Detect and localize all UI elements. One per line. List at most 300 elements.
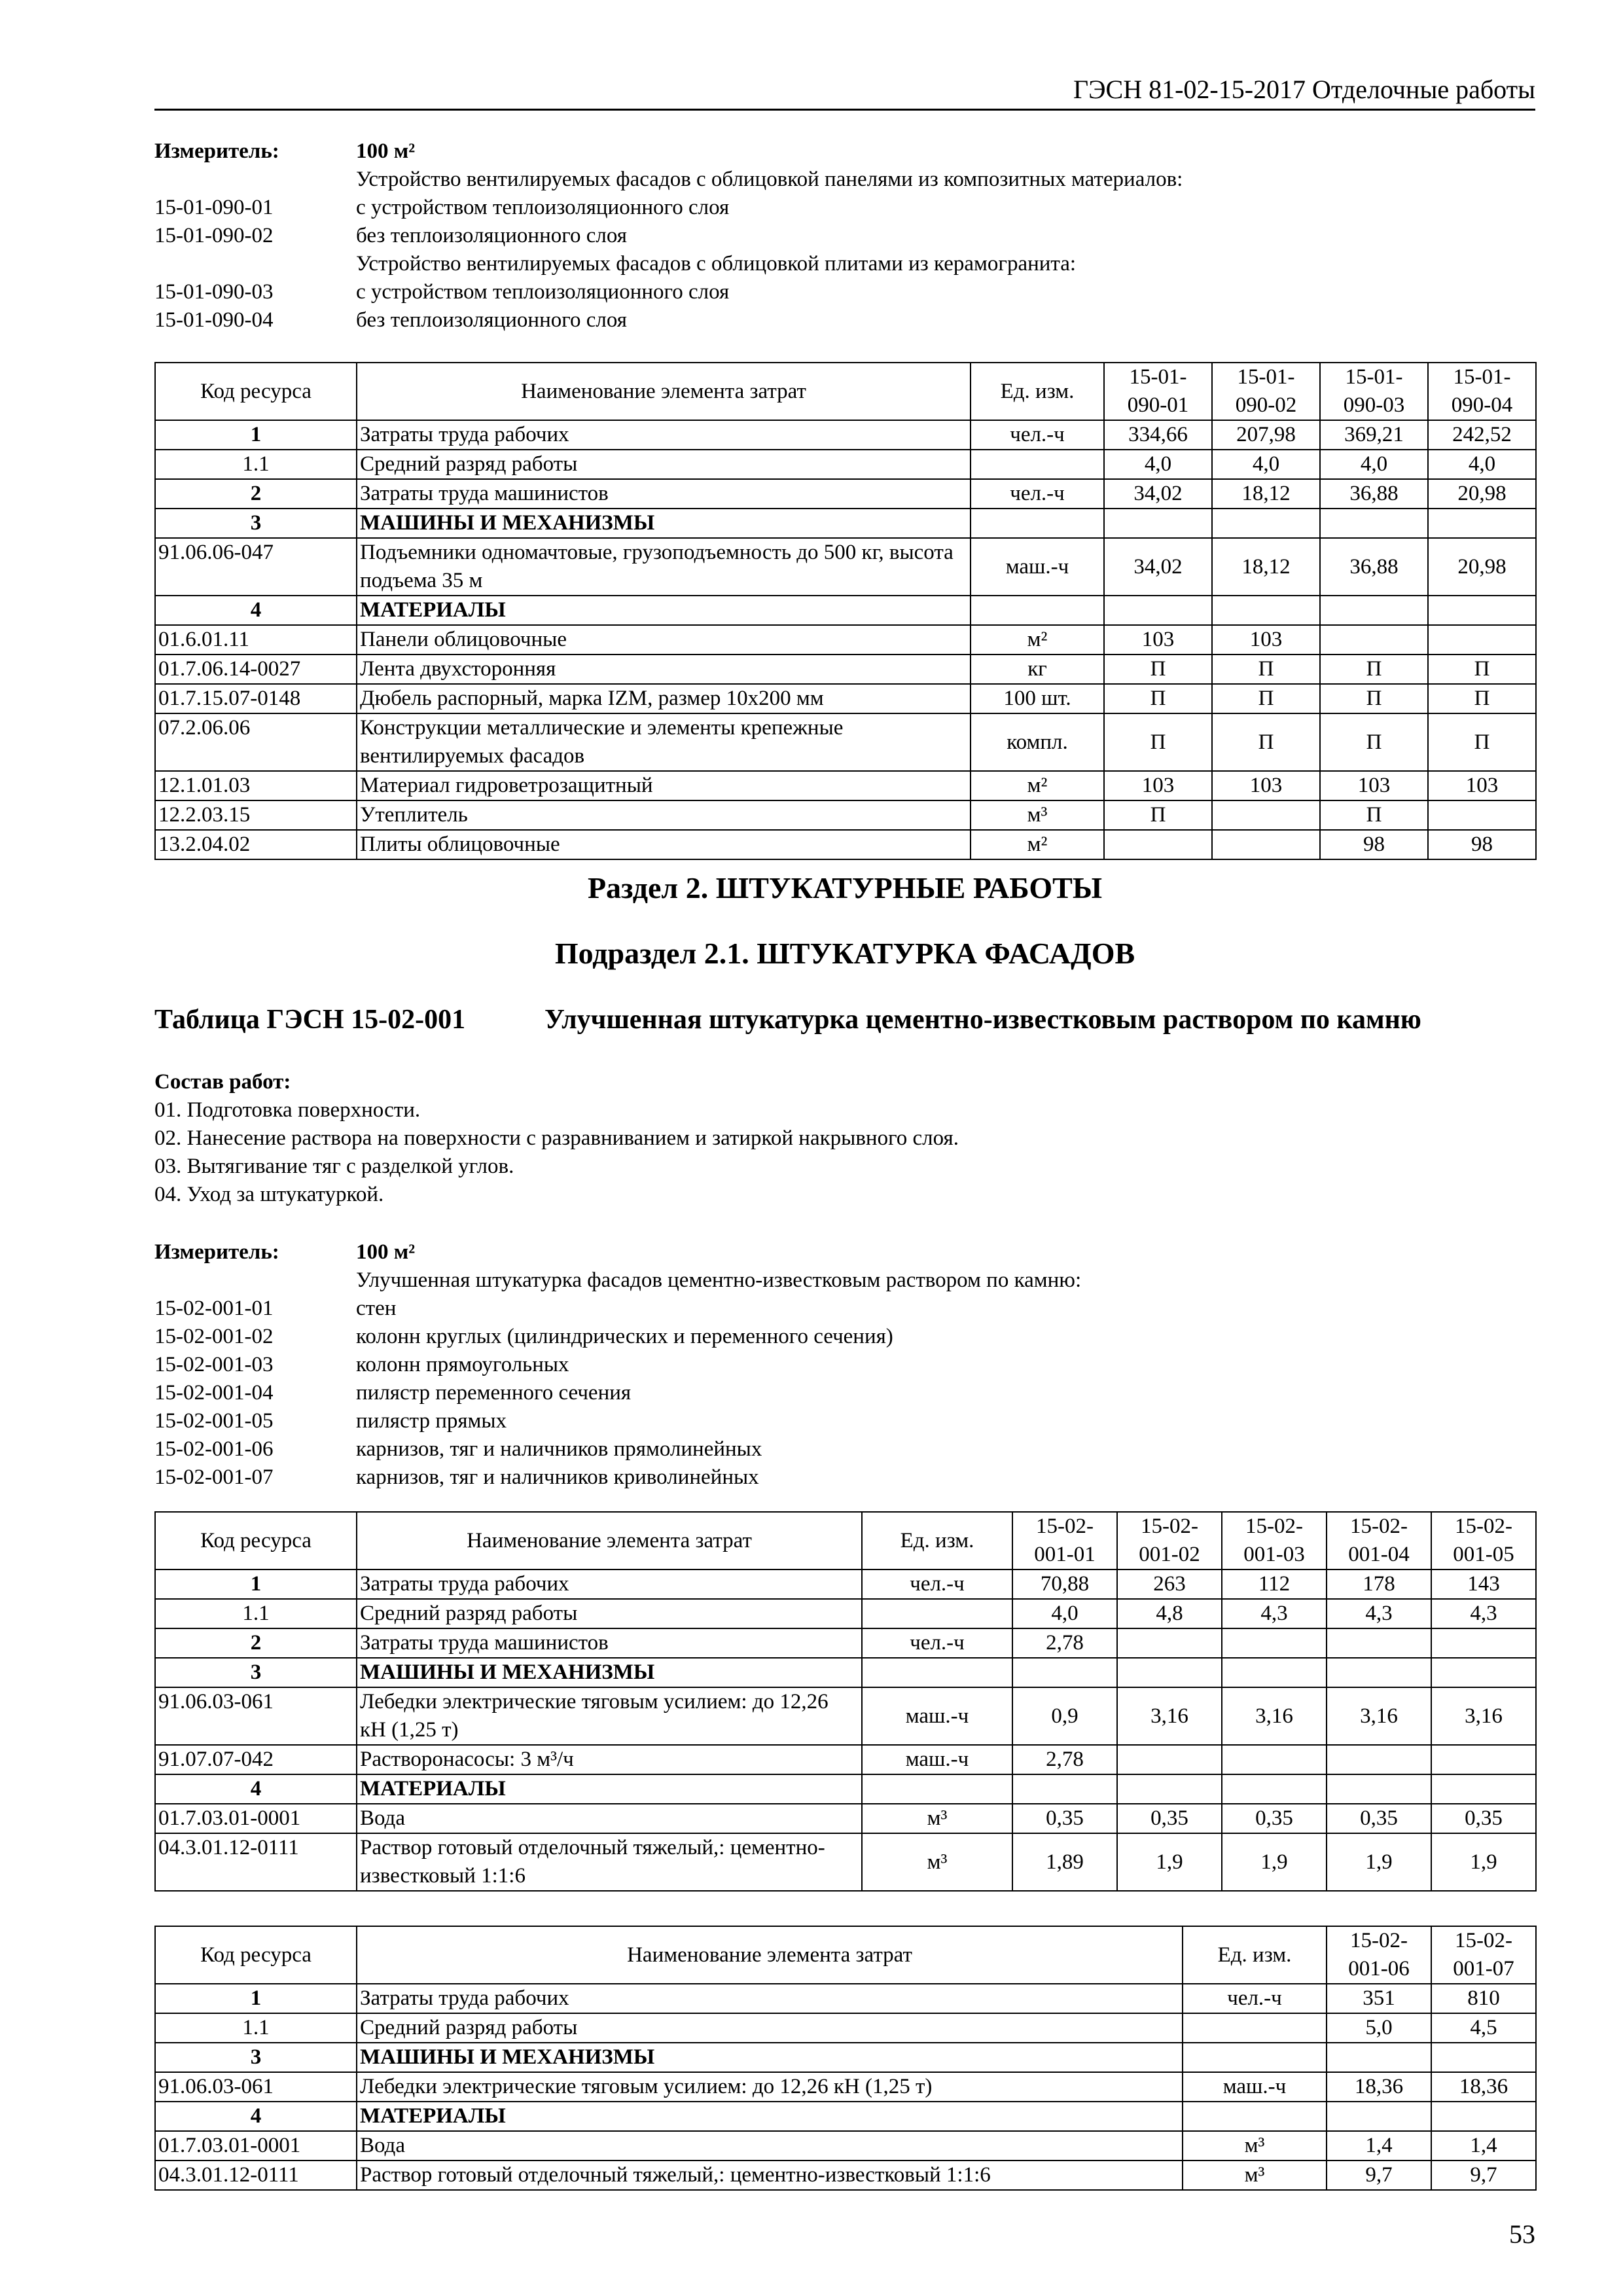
resource-unit: чел.-ч (1183, 1984, 1327, 2013)
resource-value: 0,35 (1222, 1804, 1327, 1833)
resource-name: МАТЕРИАЛЫ (357, 596, 971, 625)
measure-text: Устройство вентилируемых фасадов с облицовкой плитами из керамогранита: (356, 252, 1077, 276)
resource-value: 103 (1428, 771, 1536, 800)
resource-code: 12.1.01.03 (155, 771, 357, 800)
column-header: Ед. изм. (862, 1512, 1012, 1570)
measure-header (154, 1238, 1535, 1266)
measure-header (154, 137, 1535, 166)
resource-unit: маш.-ч (862, 1745, 1012, 1774)
table-label: Таблица ГЭСН 15-02-001 (154, 1005, 466, 1035)
resource-value: 1,4 (1431, 2131, 1536, 2161)
resource-value (1212, 800, 1320, 830)
measure-row (154, 194, 1535, 222)
measure-text: с устройством теплоизоляционного слоя (356, 196, 730, 219)
table-row (155, 2072, 1536, 2102)
resource-value (1320, 625, 1428, 655)
resource-name: Панели облицовочные (357, 625, 971, 655)
resource-code: 13.2.04.02 (155, 830, 357, 859)
measure-text: пилястр переменного сечения (356, 1381, 632, 1405)
resource-name: Затраты труда рабочих (357, 420, 971, 450)
measure-text: с устройством теплоизоляционного слоя (356, 280, 730, 304)
section-title: Раздел 2. ШТУКАТУРНЫЕ РАБОТЫ (587, 871, 1103, 905)
table-row (155, 2161, 1536, 2190)
resource-code: 1.1 (155, 2013, 357, 2043)
resource-name: Затраты труда рабочих (357, 1984, 1183, 2013)
measure-unit: 100 м² (356, 1240, 416, 1264)
resource-name: Вода (357, 2131, 1183, 2161)
header-row (155, 363, 1536, 420)
table-row (155, 800, 1536, 830)
resource-code: 1 (155, 420, 357, 450)
resource-unit (971, 509, 1104, 538)
resource-value: 2,78 (1012, 1745, 1117, 1774)
works-item: 03. Вытягивание тяг с разделкой углов. (154, 1155, 514, 1178)
resource-value: 2,78 (1012, 1628, 1117, 1658)
measure-text: колонн прямоугольных (356, 1353, 569, 1376)
measure-text: карнизов, тяг и наличников прямолинейных (356, 1437, 762, 1461)
measure-text: без теплоизоляционного слоя (356, 308, 627, 332)
table-row (155, 655, 1536, 684)
column-header: Код ресурса (155, 363, 357, 420)
table-row (155, 1599, 1536, 1628)
measure-row (154, 166, 1535, 194)
measure-text: пилястр прямых (356, 1409, 507, 1433)
resource-value (1212, 509, 1320, 538)
resource-value: 0,9 (1012, 1687, 1117, 1745)
resource-value: 369,21 (1320, 420, 1428, 450)
subsection-title: Подраздел 2.1. ШТУКАТУРКА ФАСАДОВ (554, 937, 1135, 970)
table-row (155, 830, 1536, 859)
measure-text: без теплоизоляционного слоя (356, 224, 627, 247)
resource-value: П (1320, 684, 1428, 713)
resource-name: МАШИНЫ И МЕХАНИЗМЫ (357, 509, 971, 538)
measure-row (154, 250, 1535, 278)
resource-value: 1,4 (1327, 2131, 1431, 2161)
works-composition (154, 1068, 1535, 1209)
resource-code: 01.6.01.11 (155, 625, 357, 655)
measure-code: 15-02-001-05 (154, 1409, 274, 1433)
resource-unit: м² (971, 771, 1104, 800)
resource-value (1222, 1658, 1327, 1687)
resource-unit: чел.-ч (862, 1628, 1012, 1658)
resource-name: МАТЕРИАЛЫ (357, 2102, 1183, 2131)
resource-unit: м² (971, 625, 1104, 655)
resource-name: Затраты труда машинистов (357, 1628, 862, 1658)
resource-table-2 (154, 1511, 1537, 1892)
resource-value (1117, 1628, 1222, 1658)
measure-text: карнизов, тяг и наличников криволинейных (356, 1465, 759, 1489)
resource-value: 103 (1212, 625, 1320, 655)
measure-row (154, 306, 1535, 334)
resource-value (1117, 1774, 1222, 1804)
column-header: 15-02- 001-02 (1117, 1512, 1222, 1570)
resource-value (1327, 1628, 1431, 1658)
resource-name: Материал гидроветрозащитный (357, 771, 971, 800)
page-number: 53 (1509, 2219, 1535, 2249)
resource-value: 103 (1320, 771, 1428, 800)
table-row (155, 1628, 1536, 1658)
resource-value: П (1428, 684, 1536, 713)
resource-value: 36,88 (1320, 479, 1428, 509)
resource-unit: м² (971, 830, 1104, 859)
resource-value (1428, 596, 1536, 625)
resource-value (1327, 2043, 1431, 2072)
resource-value: 4,0 (1320, 450, 1428, 479)
resource-value: П (1104, 684, 1212, 713)
resource-value (1431, 1745, 1536, 1774)
resource-value: 810 (1431, 1984, 1536, 2013)
resource-value: П (1212, 713, 1320, 771)
header-row (155, 1926, 1536, 1984)
measure-code: 15-01-090-02 (154, 224, 274, 247)
measure-code: 15-01-090-03 (154, 280, 274, 304)
column-header: Код ресурса (155, 1926, 357, 1984)
resource-code: 4 (155, 2102, 357, 2131)
column-header: Ед. изм. (971, 363, 1104, 420)
works-title: Состав работ: (154, 1070, 291, 1094)
resource-name: Лента двухсторонняя (357, 655, 971, 684)
resource-value: П (1104, 713, 1212, 771)
measure-row (154, 1351, 1535, 1379)
works-item: 01. Подготовка поверхности. (154, 1098, 421, 1122)
resource-name: МАШИНЫ И МЕХАНИЗМЫ (357, 2043, 1183, 2072)
resource-value: 5,0 (1327, 2013, 1431, 2043)
resource-value: 178 (1327, 1570, 1431, 1599)
resource-unit: м³ (1183, 2161, 1327, 2190)
resource-value (1428, 800, 1536, 830)
resource-value: 103 (1104, 625, 1212, 655)
resource-value: П (1428, 713, 1536, 771)
resource-value: П (1320, 800, 1428, 830)
resource-value: 3,16 (1327, 1687, 1431, 1745)
resource-name: Дюбель распорный, марка IZM, размер 10х200 мм (357, 684, 971, 713)
resource-name: Раствор готовый отделочный тяжелый,: цементно-известковый 1:1:6 (357, 1833, 862, 1891)
resource-unit: м³ (862, 1833, 1012, 1891)
resource-unit (1183, 2102, 1327, 2131)
resource-name: Средний разряд работы (357, 1599, 862, 1628)
table-row (155, 625, 1536, 655)
resource-code: 1 (155, 1984, 357, 2013)
resource-value: 9,7 (1431, 2161, 1536, 2190)
resource-value: П (1320, 713, 1428, 771)
resource-name: Плиты облицовочные (357, 830, 971, 859)
resource-value: П (1212, 684, 1320, 713)
column-header: 15-02- 001-05 (1431, 1512, 1536, 1570)
table-row (155, 2102, 1536, 2131)
resource-value: 103 (1212, 771, 1320, 800)
resource-code: 3 (155, 2043, 357, 2072)
resource-unit (862, 1658, 1012, 1687)
resource-value: 4,0 (1012, 1599, 1117, 1628)
measure-code: 15-02-001-07 (154, 1465, 274, 1489)
resource-value (1431, 1658, 1536, 1687)
resource-value (1212, 830, 1320, 859)
resource-unit: маш.-ч (862, 1687, 1012, 1745)
table-title (154, 1004, 1535, 1035)
resource-value: 4,0 (1212, 450, 1320, 479)
resource-code: 91.07.07-042 (155, 1745, 357, 1774)
resource-value: 98 (1320, 830, 1428, 859)
resource-code: 2 (155, 479, 357, 509)
resource-value: 334,66 (1104, 420, 1212, 450)
measure-block-2 (154, 1238, 1535, 1492)
measure-row (154, 278, 1535, 306)
resource-code: 91.06.03-061 (155, 2072, 357, 2102)
resource-value (1117, 1658, 1222, 1687)
resource-value: 4,0 (1428, 450, 1536, 479)
table-row (155, 1774, 1536, 1804)
resource-value: 1,9 (1222, 1833, 1327, 1891)
resource-value: 351 (1327, 1984, 1431, 2013)
measure-text: колонн круглых (цилиндрических и переменного сечения) (356, 1325, 893, 1348)
table-row (155, 2043, 1536, 2072)
resource-code: 12.2.03.15 (155, 800, 357, 830)
measure-block-1 (154, 137, 1535, 334)
measure-code: 15-02-001-04 (154, 1381, 274, 1405)
resource-value: 0,35 (1431, 1804, 1536, 1833)
resource-value: 18,36 (1431, 2072, 1536, 2102)
table-row (155, 538, 1536, 596)
resource-value (1222, 1628, 1327, 1658)
resource-unit: маш.-ч (971, 538, 1104, 596)
resource-unit (862, 1599, 1012, 1628)
resource-value (1327, 1745, 1431, 1774)
resource-value (1431, 1628, 1536, 1658)
resource-code: 3 (155, 1658, 357, 1687)
resource-unit: кг (971, 655, 1104, 684)
resource-unit (971, 596, 1104, 625)
resource-value (1212, 596, 1320, 625)
table-row (155, 2131, 1536, 2161)
measure-row (154, 1323, 1535, 1351)
resource-value: 0,35 (1327, 1804, 1431, 1833)
resource-value: П (1212, 655, 1320, 684)
table-row (155, 2013, 1536, 2043)
column-header: Код ресурса (155, 1512, 357, 1570)
resource-value: П (1320, 655, 1428, 684)
measure-code (154, 166, 356, 194)
resource-name: Утеплитель (357, 800, 971, 830)
resource-code: 4 (155, 596, 357, 625)
resource-value: 36,88 (1320, 538, 1428, 596)
resource-name: Средний разряд работы (357, 450, 971, 479)
column-header: Ед. изм. (1183, 1926, 1327, 1984)
resource-value: 4,3 (1222, 1599, 1327, 1628)
resource-value (1327, 1774, 1431, 1804)
resource-value: 4,8 (1117, 1599, 1222, 1628)
resource-value: 20,98 (1428, 538, 1536, 596)
column-header: 15-02- 001-04 (1327, 1512, 1431, 1570)
resource-name: Средний разряд работы (357, 2013, 1183, 2043)
table-row (155, 509, 1536, 538)
resource-table-3 (154, 1926, 1537, 2191)
column-header: 15-02- 001-01 (1012, 1512, 1117, 1570)
resource-value: П (1104, 655, 1212, 684)
column-header: 15-02- 001-06 (1327, 1926, 1431, 1984)
resource-value (1428, 509, 1536, 538)
measure-code (154, 250, 356, 278)
resource-code: 1 (155, 1570, 357, 1599)
resource-value: 3,16 (1431, 1687, 1536, 1745)
measure-text: Улучшенная штукатурка фасадов цементно-известковым раствором по камню: (356, 1268, 1082, 1292)
resource-value (1104, 596, 1212, 625)
resource-value: 4,3 (1327, 1599, 1431, 1628)
table-name: Улучшенная штукатурка цементно-известковым раствором по камню (544, 1005, 1421, 1035)
table-row (155, 1658, 1536, 1687)
resource-value: 0,35 (1012, 1804, 1117, 1833)
resource-unit (862, 1774, 1012, 1804)
resource-value (1104, 830, 1212, 859)
measure-row (154, 1435, 1535, 1463)
table-row (155, 596, 1536, 625)
resource-code: 07.2.06.06 (155, 713, 357, 771)
table-row (155, 1570, 1536, 1599)
resource-value: 242,52 (1428, 420, 1536, 450)
resource-value: 207,98 (1212, 420, 1320, 450)
measure-code: 15-01-090-04 (154, 308, 274, 332)
resource-unit: м³ (862, 1804, 1012, 1833)
table-row (155, 420, 1536, 450)
measure-row (154, 1463, 1535, 1492)
resource-value: 1,9 (1117, 1833, 1222, 1891)
resource-value: 1,9 (1431, 1833, 1536, 1891)
resource-code: 01.7.06.14-0027 (155, 655, 357, 684)
resource-unit: м³ (971, 800, 1104, 830)
table-row (155, 1804, 1536, 1833)
table-row (155, 1687, 1536, 1745)
measure-label: Измеритель: (154, 1240, 279, 1264)
resource-value (1327, 2102, 1431, 2131)
resource-value (1104, 509, 1212, 538)
measure-row (154, 1379, 1535, 1407)
resource-code: 1.1 (155, 1599, 357, 1628)
resource-value: 3,16 (1117, 1687, 1222, 1745)
resource-name: Подъемники одномачтовые, грузоподъемность до 500 кг, высота подъема 35 м (357, 538, 971, 596)
resource-unit (971, 450, 1104, 479)
resource-unit (1183, 2043, 1327, 2072)
resource-code: 01.7.15.07-0148 (155, 684, 357, 713)
resource-code: 3 (155, 509, 357, 538)
table-row (155, 1745, 1536, 1774)
resource-code: 4 (155, 1774, 357, 1804)
resource-value: 4,3 (1431, 1599, 1536, 1628)
resource-value: 4,0 (1104, 450, 1212, 479)
resource-value: 9,7 (1327, 2161, 1431, 2190)
measure-text: Устройство вентилируемых фасадов с облицовкой панелями из композитных материалов: (356, 168, 1183, 191)
resource-value: 18,36 (1327, 2072, 1431, 2102)
resource-name: Лебедки электрические тяговым усилием: до 12,26 кН (1,25 т) (357, 2072, 1183, 2102)
column-header: Наименование элемента затрат (357, 1512, 862, 1570)
resource-value: 20,98 (1428, 479, 1536, 509)
resource-value: 34,02 (1104, 538, 1212, 596)
column-header: 15-02- 001-07 (1431, 1926, 1536, 1984)
resource-value: 70,88 (1012, 1570, 1117, 1599)
column-header: 15-02- 001-03 (1222, 1512, 1327, 1570)
resource-value: 0,35 (1117, 1804, 1222, 1833)
resource-unit: м³ (1183, 2131, 1327, 2161)
resource-unit: чел.-ч (971, 479, 1104, 509)
resource-name: Лебедки электрические тяговым усилием: до 12,26 кН (1,25 т) (357, 1687, 862, 1745)
resource-name: Раствор готовый отделочный тяжелый,: цементно-известковый 1:1:6 (357, 2161, 1183, 2190)
resource-value (1012, 1658, 1117, 1687)
resource-value: 18,12 (1212, 479, 1320, 509)
resource-value (1327, 1658, 1431, 1687)
resource-value: 112 (1222, 1570, 1327, 1599)
resource-name: МАШИНЫ И МЕХАНИЗМЫ (357, 1658, 862, 1687)
table-row (155, 684, 1536, 713)
resource-value (1431, 2102, 1536, 2131)
resource-name: Затраты труда рабочих (357, 1570, 862, 1599)
table-row (155, 771, 1536, 800)
measure-code: 15-02-001-03 (154, 1353, 274, 1376)
resource-value (1428, 625, 1536, 655)
resource-value (1431, 1774, 1536, 1804)
column-header: 15-01- 090-01 (1104, 363, 1212, 420)
column-header: Наименование элемента затрат (357, 363, 971, 420)
resource-value: П (1104, 800, 1212, 830)
resource-value: П (1428, 655, 1536, 684)
works-item: 04. Уход за штукатуркой. (154, 1183, 384, 1206)
resource-value (1117, 1745, 1222, 1774)
resource-value (1012, 1774, 1117, 1804)
resource-value (1222, 1745, 1327, 1774)
resource-value: 103 (1104, 771, 1212, 800)
column-header: Наименование элемента затрат (357, 1926, 1183, 1984)
measure-code: 15-02-001-01 (154, 1297, 274, 1320)
resource-value (1222, 1774, 1327, 1804)
resource-code: 04.3.01.12-0111 (155, 1833, 357, 1891)
resource-code: 2 (155, 1628, 357, 1658)
resource-unit: маш.-ч (1183, 2072, 1327, 2102)
resource-unit: компл. (971, 713, 1104, 771)
resource-value: 143 (1431, 1570, 1536, 1599)
resource-code: 01.7.03.01-0001 (155, 2131, 357, 2161)
resource-value: 3,16 (1222, 1687, 1327, 1745)
measure-code: 15-02-001-02 (154, 1325, 274, 1348)
resource-name: Вода (357, 1804, 862, 1833)
resource-value: 4,5 (1431, 2013, 1536, 2043)
measure-row (154, 1407, 1535, 1435)
measure-row (154, 222, 1535, 250)
column-header: 15-01- 090-04 (1428, 363, 1536, 420)
works-item: 02. Нанесение раствора на поверхности с разравниванием и затиркой накрывного слоя. (154, 1126, 959, 1150)
resource-unit: чел.-ч (862, 1570, 1012, 1599)
resource-code: 91.06.03-061 (155, 1687, 357, 1745)
resource-name: Конструкции металлические и элементы крепежные вентилируемых фасадов (357, 713, 971, 771)
resource-unit: 100 шт. (971, 684, 1104, 713)
resource-value: 18,12 (1212, 538, 1320, 596)
header-row (155, 1512, 1536, 1570)
table-row (155, 1833, 1536, 1891)
table-row (155, 713, 1536, 771)
measure-unit: 100 м² (356, 139, 416, 163)
resource-name: МАТЕРИАЛЫ (357, 1774, 862, 1804)
column-header: 15-01- 090-03 (1320, 363, 1428, 420)
resource-unit: чел.-ч (971, 420, 1104, 450)
table-row (155, 450, 1536, 479)
resource-code: 01.7.03.01-0001 (155, 1804, 357, 1833)
resource-value: 1,9 (1327, 1833, 1431, 1891)
resource-name: Затраты труда машинистов (357, 479, 971, 509)
resource-value: 34,02 (1104, 479, 1212, 509)
measure-code (154, 1266, 356, 1295)
resource-name: Растворонасосы: 3 м³/ч (357, 1745, 862, 1774)
table-row (155, 1984, 1536, 2013)
table-row (155, 479, 1536, 509)
resource-value: 263 (1117, 1570, 1222, 1599)
resource-unit (1183, 2013, 1327, 2043)
measure-row (154, 1266, 1535, 1295)
